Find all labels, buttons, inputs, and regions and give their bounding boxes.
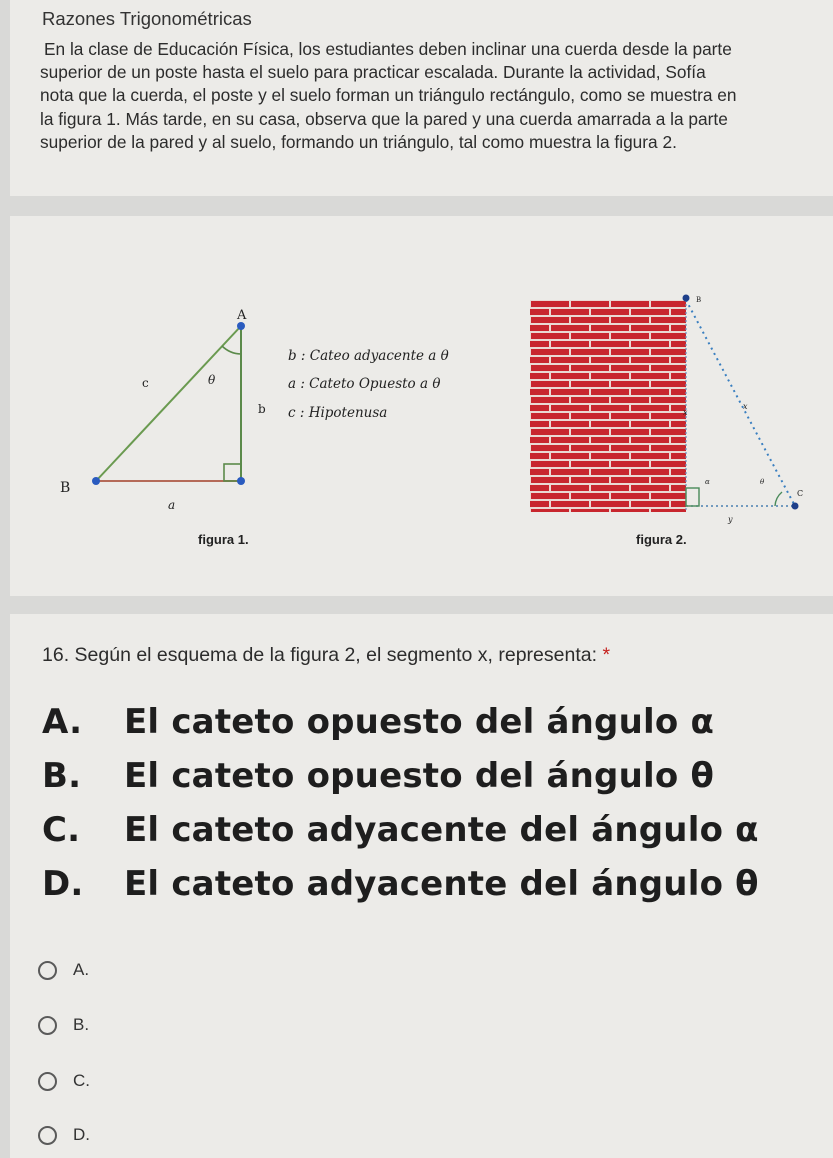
intro-line: superior de la pared y al suelo, formando un triángulo, tal como muestra la figura 2. <box>40 131 677 152</box>
big-option-c <box>42 810 759 850</box>
radio-label: A. <box>73 960 90 979</box>
big-option-letter: B. <box>42 756 82 796</box>
intro-line: nota que la cuerda, el poste y el suelo forman un triángulo rectángulo, como se muestra en <box>40 85 737 106</box>
intro-line: superior de un poste hasta el suelo para practicar escalada. Durante la actividad, Sofía <box>40 62 706 83</box>
big-option-letter: C. <box>42 810 81 850</box>
figure-1 <box>60 308 449 547</box>
big-option-text: El cateto adyacente del ángulo θ <box>124 864 759 904</box>
intro-line: la figura 1. Más tarde, en su casa, observa que la pared y una cuerda amarrada a la parte <box>40 108 728 129</box>
big-option-letter: D. <box>42 864 84 904</box>
figure-2 <box>530 295 803 548</box>
big-option-d <box>42 864 759 904</box>
alpha-label: α <box>705 478 710 486</box>
side-c-label: c <box>142 376 149 390</box>
question-text: 16. Según el esquema de la figura 2, el segmento x, representa: <box>42 644 598 666</box>
vertex-b-label: B <box>60 480 71 496</box>
big-option-text: El cateto opuesto del ángulo θ <box>124 756 715 796</box>
radio-label: B. <box>73 1015 90 1034</box>
point-a <box>237 322 245 330</box>
angle-theta-arc <box>222 346 241 354</box>
vertex-c-label: C <box>797 489 804 498</box>
big-option-text: El cateto opuesto del ángulo α <box>124 702 715 742</box>
radio-option-d[interactable] <box>38 1120 90 1150</box>
question-title <box>42 644 610 667</box>
radio-circle-icon[interactable] <box>38 961 57 980</box>
theta-label: θ <box>208 373 216 387</box>
point-right <box>237 477 245 485</box>
legend-b: b : Cateo adyacente a θ <box>288 348 449 364</box>
side-c-line <box>96 326 241 481</box>
side-a-label: a <box>168 498 176 512</box>
radio-circle-icon[interactable] <box>38 1126 57 1145</box>
brick-wall <box>530 300 686 512</box>
legend-c: c : Hipotenusa <box>288 405 388 421</box>
radio-option-a[interactable] <box>38 955 89 985</box>
intro-paragraph <box>40 38 810 154</box>
vertex-b2-label: B <box>696 296 702 304</box>
big-option-text: El cateto adyacente del ángulo α <box>124 810 759 850</box>
rope-line <box>686 300 795 506</box>
big-option-a <box>42 702 714 742</box>
section-title: Razones Trigonométricas <box>42 8 252 29</box>
radio-label: D. <box>73 1125 90 1144</box>
big-option-b <box>42 756 714 796</box>
point-c-2 <box>792 503 799 510</box>
figures-card <box>10 216 833 596</box>
side-b-label: b <box>258 402 266 416</box>
y-label: y <box>728 515 733 524</box>
figure-2-caption: figura 2. <box>636 532 687 547</box>
question-card <box>10 614 833 1158</box>
point-b-2 <box>683 295 690 302</box>
right-angle-marker-2 <box>686 488 699 506</box>
radio-circle-icon[interactable] <box>38 1016 57 1035</box>
x-label-left: x <box>683 408 688 417</box>
theta2-label: θ <box>760 478 765 486</box>
x-label-right: x <box>743 402 748 411</box>
point-b <box>92 477 100 485</box>
legend-a: a : Cateto Opuesto a θ <box>288 376 441 392</box>
radio-circle-icon[interactable] <box>38 1072 57 1091</box>
radio-option-b[interactable] <box>38 1010 89 1040</box>
big-option-letter: A. <box>42 702 83 742</box>
radio-label: C. <box>73 1071 90 1090</box>
required-mark: * <box>602 644 611 666</box>
radio-option-c[interactable] <box>38 1066 90 1096</box>
intro-card <box>10 0 833 196</box>
vertex-a-label: A <box>237 308 247 323</box>
angle-theta-arc-2 <box>775 492 782 506</box>
figures-image <box>10 216 833 596</box>
figure-1-caption: figura 1. <box>198 532 249 547</box>
intro-line: En la clase de Educación Física, los estudiantes deben inclinar una cuerda desde la parte <box>44 39 732 59</box>
